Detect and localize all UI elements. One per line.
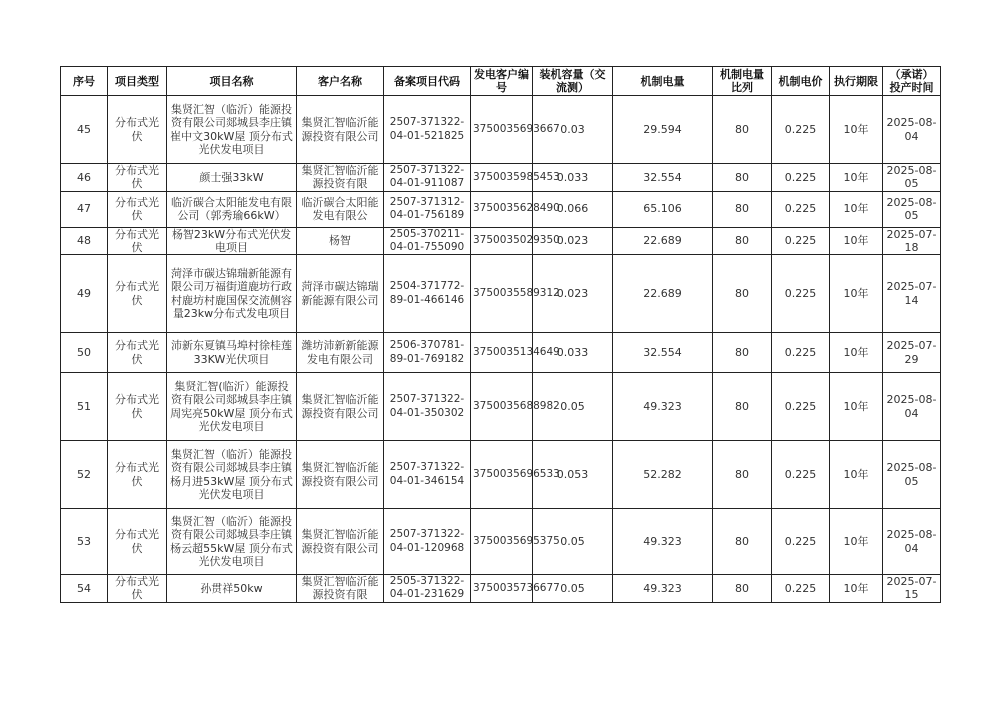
table-row [61, 96, 941, 164]
table-row [61, 441, 941, 509]
cell-mechanism-price: 0.225 [772, 373, 830, 441]
cell-project-name: 杨智23kW分布式光伏发电项目 [167, 227, 297, 255]
header-capacity: 装机容量（交流测） [533, 67, 613, 96]
cell-customer-name: 集贤汇智临沂能源投资有限 [297, 575, 384, 603]
cell-operation-date: 2025-07-18 [883, 227, 941, 255]
cell-operation-date: 2025-07-15 [883, 575, 941, 603]
cell-filing-code: 2507-371322-04-01-346154 [384, 441, 471, 509]
cell-project-type: 分布式光伏 [108, 509, 167, 575]
cell-seq: 51 [61, 373, 108, 441]
table-row [61, 509, 941, 575]
cell-mechanism-price: 0.225 [772, 96, 830, 164]
project-table [60, 66, 941, 603]
cell-capacity: 0.05 [533, 373, 613, 441]
cell-project-type: 分布式光伏 [108, 227, 167, 255]
cell-volume-ratio: 80 [713, 509, 772, 575]
cell-mechanism-volume: 32.554 [613, 333, 713, 373]
cell-mechanism-price: 0.225 [772, 441, 830, 509]
cell-project-type: 分布式光伏 [108, 373, 167, 441]
cell-mechanism-price: 0.225 [772, 164, 830, 192]
cell-mechanism-volume: 29.594 [613, 96, 713, 164]
cell-project-name: 菏泽市碳达锦瑞新能源有限公司万福街道鹿坊行政村鹿坊村鹿国保交流侧容量23kw分布式发电项目 [167, 255, 297, 333]
cell-period: 10年 [830, 373, 883, 441]
cell-project-type: 分布式光伏 [108, 191, 167, 227]
cell-operation-date: 2025-08-04 [883, 509, 941, 575]
cell-customer-name: 集贤汇智临沂能源投资有限公司 [297, 373, 384, 441]
header-project-type: 项目类型 [108, 67, 167, 96]
cell-seq: 53 [61, 509, 108, 575]
cell-project-type: 分布式光伏 [108, 441, 167, 509]
header-mechanism-volume: 机制电量 [613, 67, 713, 96]
header-volume-ratio: 机制电量比列 [713, 67, 772, 96]
cell-volume-ratio: 80 [713, 333, 772, 373]
table-row [61, 191, 941, 227]
cell-operation-date: 2025-07-14 [883, 255, 941, 333]
cell-filing-code: 2507-371312-04-01-756189 [384, 191, 471, 227]
table-row [61, 575, 941, 603]
cell-generator-no: 3750035589312 [471, 255, 533, 333]
table-header-row [61, 67, 941, 96]
cell-mechanism-volume: 22.689 [613, 227, 713, 255]
cell-period: 10年 [830, 441, 883, 509]
cell-project-type: 分布式光伏 [108, 164, 167, 192]
cell-operation-date: 2025-08-05 [883, 191, 941, 227]
cell-operation-date: 2025-08-05 [883, 441, 941, 509]
cell-volume-ratio: 80 [713, 227, 772, 255]
cell-mechanism-volume: 49.323 [613, 575, 713, 603]
cell-filing-code: 2507-371322-04-01-911087 [384, 164, 471, 192]
cell-filing-code: 2507-371322-04-01-350302 [384, 373, 471, 441]
cell-project-name: 沛新东夏镇马埠村徐桂莲33KW光伏项目 [167, 333, 297, 373]
header-generator-no: 发电客户编号 [471, 67, 533, 96]
table-row [61, 255, 941, 333]
cell-customer-name: 集贤汇智临沂能源投资有限公司 [297, 509, 384, 575]
cell-mechanism-volume: 65.106 [613, 191, 713, 227]
cell-capacity: 0.023 [533, 227, 613, 255]
cell-capacity: 0.03 [533, 96, 613, 164]
cell-seq: 46 [61, 164, 108, 192]
header-filing-code: 备案项目代码 [384, 67, 471, 96]
cell-capacity: 0.053 [533, 441, 613, 509]
cell-project-type: 分布式光伏 [108, 255, 167, 333]
cell-seq: 47 [61, 191, 108, 227]
cell-mechanism-price: 0.225 [772, 509, 830, 575]
cell-mechanism-volume: 49.323 [613, 509, 713, 575]
cell-volume-ratio: 80 [713, 164, 772, 192]
cell-volume-ratio: 80 [713, 441, 772, 509]
cell-customer-name: 菏泽市碳达锦瑞新能源有限公司 [297, 255, 384, 333]
cell-capacity: 0.033 [533, 164, 613, 192]
table-body [61, 96, 941, 603]
header-seq: 序号 [61, 67, 108, 96]
cell-filing-code: 2506-370781-89-01-769182 [384, 333, 471, 373]
cell-filing-code: 2505-370211-04-01-755090 [384, 227, 471, 255]
cell-mechanism-volume: 49.323 [613, 373, 713, 441]
cell-period: 10年 [830, 509, 883, 575]
cell-seq: 50 [61, 333, 108, 373]
cell-project-name: 临沂碳合太阳能发电有限公司（郭秀瑜66kW） [167, 191, 297, 227]
cell-period: 10年 [830, 164, 883, 192]
cell-period: 10年 [830, 96, 883, 164]
cell-project-type: 分布式光伏 [108, 575, 167, 603]
cell-mechanism-price: 0.225 [772, 191, 830, 227]
header-customer-name: 客户名称 [297, 67, 384, 96]
cell-volume-ratio: 80 [713, 96, 772, 164]
cell-project-name: 集贤汇智（临沂）能源投资有限公司郯城县李庄镇杨月进53kW屋 顶分布式光伏发电项目 [167, 441, 297, 509]
header-mechanism-price: 机制电价 [772, 67, 830, 96]
cell-volume-ratio: 80 [713, 255, 772, 333]
table-row [61, 227, 941, 255]
cell-capacity: 0.05 [533, 575, 613, 603]
cell-mechanism-volume: 32.554 [613, 164, 713, 192]
cell-volume-ratio: 80 [713, 575, 772, 603]
cell-project-name: 孙贯祥50kw [167, 575, 297, 603]
cell-mechanism-volume: 22.689 [613, 255, 713, 333]
cell-generator-no: 3750035688982 [471, 373, 533, 441]
cell-period: 10年 [830, 575, 883, 603]
cell-filing-code: 2505-371322-04-01-231629 [384, 575, 471, 603]
cell-capacity: 0.066 [533, 191, 613, 227]
cell-customer-name: 临沂碳合太阳能发电有限公 [297, 191, 384, 227]
cell-period: 10年 [830, 255, 883, 333]
cell-seq: 54 [61, 575, 108, 603]
cell-mechanism-price: 0.225 [772, 575, 830, 603]
cell-seq: 48 [61, 227, 108, 255]
cell-customer-name: 杨智 [297, 227, 384, 255]
header-project-name: 项目名称 [167, 67, 297, 96]
cell-generator-no: 3750035628490 [471, 191, 533, 227]
cell-filing-code: 2504-371772-89-01-466146 [384, 255, 471, 333]
cell-customer-name: 集贤汇智临沂能源投资有限公司 [297, 441, 384, 509]
cell-period: 10年 [830, 191, 883, 227]
cell-customer-name: 潍坊沛新新能源发电有限公司 [297, 333, 384, 373]
cell-mechanism-price: 0.225 [772, 255, 830, 333]
cell-project-name: 集贤汇智（临沂）能源投资有限公司郯城县李庄镇杨云超55kW屋 顶分布式光伏发电项目 [167, 509, 297, 575]
cell-mechanism-volume: 52.282 [613, 441, 713, 509]
cell-generator-no: 3750035029350 [471, 227, 533, 255]
cell-mechanism-price: 0.225 [772, 227, 830, 255]
table-row [61, 164, 941, 192]
cell-volume-ratio: 80 [713, 191, 772, 227]
cell-mechanism-price: 0.225 [772, 333, 830, 373]
cell-generator-no: 3750035134649 [471, 333, 533, 373]
cell-generator-no: 3750035693667 [471, 96, 533, 164]
cell-seq: 52 [61, 441, 108, 509]
cell-generator-no: 3750035736677 [471, 575, 533, 603]
cell-generator-no: 3750035695375 [471, 509, 533, 575]
cell-capacity: 0.033 [533, 333, 613, 373]
cell-period: 10年 [830, 227, 883, 255]
header-period: 执行期限 [830, 67, 883, 96]
table-row [61, 373, 941, 441]
cell-customer-name: 集贤汇智临沂能源投资有限 [297, 164, 384, 192]
cell-volume-ratio: 80 [713, 373, 772, 441]
cell-customer-name: 集贤汇智临沂能源投资有限公司 [297, 96, 384, 164]
cell-generator-no: 3750035696533 [471, 441, 533, 509]
cell-generator-no: 3750035985453 [471, 164, 533, 192]
cell-operation-date: 2025-07-29 [883, 333, 941, 373]
cell-seq: 45 [61, 96, 108, 164]
cell-capacity: 0.05 [533, 509, 613, 575]
cell-operation-date: 2025-08-05 [883, 164, 941, 192]
cell-filing-code: 2507-371322-04-01-120968 [384, 509, 471, 575]
cell-capacity: 0.023 [533, 255, 613, 333]
cell-period: 10年 [830, 333, 883, 373]
cell-project-name: 集贤汇智(临沂）能源投资有限公司郯城县李庄镇周宪亮50kW屋 顶分布式光伏发电项目 [167, 373, 297, 441]
table-row [61, 333, 941, 373]
cell-seq: 49 [61, 255, 108, 333]
cell-project-type: 分布式光伏 [108, 96, 167, 164]
cell-operation-date: 2025-08-04 [883, 96, 941, 164]
cell-project-name: 集贤汇智（临沂）能源投资有限公司郯城县李庄镇崔中文30kW屋 顶分布式光伏发电项目 [167, 96, 297, 164]
cell-filing-code: 2507-371322-04-01-521825 [384, 96, 471, 164]
cell-operation-date: 2025-08-04 [883, 373, 941, 441]
header-operation-date: （承诺）投产时间 [883, 67, 941, 96]
cell-project-type: 分布式光伏 [108, 333, 167, 373]
cell-project-name: 颜士强33kW [167, 164, 297, 192]
